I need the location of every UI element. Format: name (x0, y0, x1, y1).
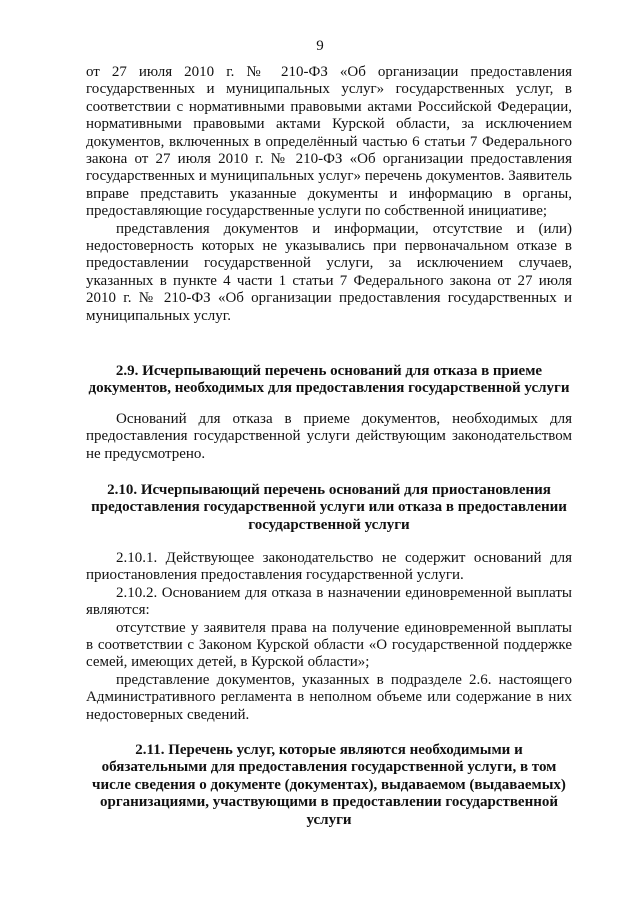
paragraph-resubmission: представления документов и информации, отсутствие и (или) недостоверность которых не указывались при первоначальном отказе в предоставлении государственной услуги, за исключением случаев, указанных в пункте 4 части 1 статьи 7 Федерального закона от 27 июля 2010 г. № 210-ФЗ «Об организации предоставления государственных и муниципальных услуг. (86, 220, 572, 324)
continuation-block (86, 64, 572, 325)
paragraph-continuation: от 27 июля 2010 г. № 210-ФЗ «Об организации предоставления государственных и муниципальных услуг» государственных услуг, в соответствии с нормативными правовыми актами Российской Федерации, нормативными правовыми актами Курской области, за исключением документов, включенных в определённый частью 6 статьи 7 Федерального закона от 27 июля 2010 г. № 210-ФЗ «Об организации предоставления государственных и муниципальных услуг» перечень документов. Заявитель вправе представить указанные документы и информацию в органы, предоставляющие государственные услуги по собственной инициативе; (86, 64, 572, 220)
page-number: 9 (316, 38, 324, 54)
paragraph-2-9-no-grounds: Оснований для отказа в приеме документов, необходимых для предоставления государственной услуги действующим законодательством не предусмотрено. (86, 411, 572, 462)
section-2-10-body (86, 550, 572, 724)
paragraph-2-10-2: 2.10.2. Основанием для отказа в назначении единовременной выплаты являются: (86, 584, 572, 619)
heading-2-11 (86, 742, 572, 829)
heading-2-9-text: 2.9. Исчерпывающий перечень оснований для отказа в приеме документов, необходимых для предоставления государственной услуги (88, 363, 570, 397)
heading-2-10 (86, 482, 572, 534)
heading-2-10-text: 2.10. Исчерпывающий перечень оснований для приостановления предоставления государственной услуги или отказа в предоставлении государственной услуги (91, 482, 567, 533)
heading-2-11-text: 2.11. Перечень услуг, которые являются необходимыми и обязательными для предоставления государственной услуги, в том числе сведения о документе (документах), выдаваемом (выдаваемых) организациями, участвующими в предоставлении государственной услуги (92, 742, 566, 828)
heading-2-9 (86, 363, 572, 398)
paragraph-2-10-2-ground-2: представление документов, указанных в подразделе 2.6. настоящего Административного регламента в неполном объеме или содержание в них недостоверных сведений. (86, 671, 572, 723)
section-2-9-body (86, 411, 572, 463)
paragraph-2-10-2-ground-1: отсутствие у заявителя права на получение единовременной выплаты в соответствии с Законом Курской области «О государственной поддержке семей, имеющих детей, в Курской области»; (86, 619, 572, 671)
paragraph-2-10-1: 2.10.1. Действующее законодательство не содержит оснований для приостановления предоставления государственной услуги. (86, 550, 572, 584)
